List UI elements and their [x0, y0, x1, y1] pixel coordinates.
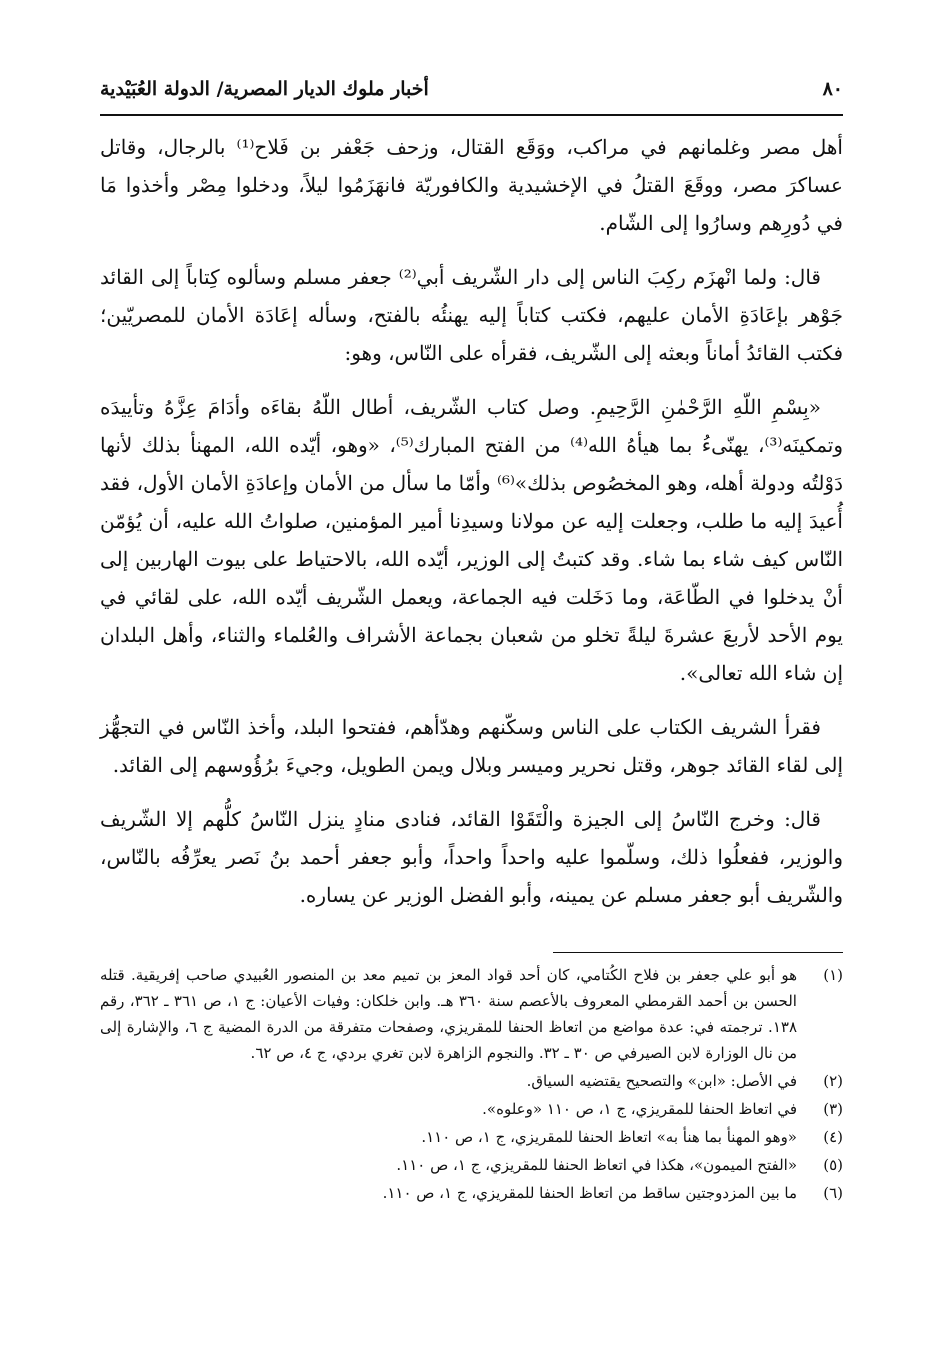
footnote-number: (٦)	[823, 1184, 843, 1202]
footnotes	[100, 962, 843, 1208]
footnote-text: في اتعاظ الحنفا للمقريزي، ج ١، ص ١١٠ «وعلوه».	[482, 1100, 797, 1118]
page-header	[100, 78, 843, 108]
footnote	[100, 1068, 843, 1094]
footnote-number: (٢)	[823, 1072, 843, 1090]
footnote-rule	[553, 952, 843, 953]
footnote-text: «الفتح الميمون»، هكذا في اتعاظ الحنفا للمقريزي، ج ١، ص ١١٠.	[396, 1156, 797, 1174]
main-text	[100, 128, 843, 930]
footnote-number: (٤)	[823, 1128, 843, 1146]
footnote-number: (٣)	[823, 1100, 843, 1118]
footnote-text: هو أبو علي جعفر بن فلاح الكُتامي، كان أحد قواد المعز بن تميم معد بن المنصور العُبيدي صاحب إفريقية. قتله الحسن بن أحمد القرمطي المعروف بالأعصم سنة ٣٦٠ هـ. وابن خلكان: وفيات الأعيان: ج ١، ص ٣٦١ ـ ٣٦٢، رقم ١٣٨. ترجمته في: عدة مواضع من اتعاظ الحنفا للمقريزي، وصفحات متفرقة من الدرة المضية ج ٦، والإشارة إلى من نال الوزارة لابن الصيرفي ص ٣٠ ـ ٣٢. والنجوم الزاهرة لابن تغري بردي، ج ٤، ص ٦٢.	[100, 966, 797, 1062]
footnote	[100, 1152, 843, 1178]
footnote-text: ما بين المزدوجتين ساقط من اتعاظ الحنفا للمقريزي، ج ١، ص ١١٠.	[382, 1184, 797, 1202]
header-rule	[100, 114, 843, 116]
footnote-text: في الأصل: «ابن» والتصحيح يقتضيه السياق.	[526, 1072, 797, 1090]
footnote	[100, 962, 843, 1066]
footnote	[100, 1180, 843, 1206]
paragraph: فقرأ الشريف الكتاب على الناس وسكّنهم وهدّأهم، ففتحوا البلد، وأخذ النّاس في التجهُّز إلى لقاء القائد جوهر، وقتل نحرير وميسر وبلال ويمن الطويل، وجيءَ برُؤُوسهم إلى القائد.	[100, 715, 843, 777]
footnote-text: «وهو المهنأ بما هنأ به» اتعاظ الحنفا للمقريزي، ج ١، ص ١١٠.	[421, 1128, 797, 1146]
footnote	[100, 1124, 843, 1150]
footnote	[100, 1096, 843, 1122]
running-title: أخبار ملوك الديار المصرية/ الدولة العُبَيْدية	[100, 78, 429, 100]
paragraph: «بِسْمِ اللّهِ الرَّحْمٰنِ الرَّحِيمِ. وصل كتاب الشّريف، أطال اللّهُ بقاءَه وأدَامَ عِزَّهُ وتأييدَه وتمكينَه⁽³⁾، يهنّىءُ بما هيأهُ الله⁽⁴⁾ من الفتح المبارك⁽⁵⁾، «وهو، أيّده الله، المهنأ بذلك لأنها دَوْلتُه ودولة أهله، وهو المخصُوص بذلك»⁽⁶⁾ وأمّا ما سأل من الأمان وإعادَةِ الأمان الأول، فقد أُعيدَ إليه ما طلب، وجعلت إليه عن مولانا وسيدِنا أمير المؤمنين، صلواتُ الله عليه، أن يُؤمّن النّاس كيف شاء بما شاء. وقد كتبتُ إلى الوزير، أيّده الله، بالاحتياط على بيوت الهاربين إلى أنْ يدخلوا في الطّاعَة، وما دَخَلت فيه الجماعة، ويعمل الشّريف أيّده الله، على لقائي في يوم الأحد لأربعَ عشرةَ ليلةً تخلو من شعبان بجماعة الأشراف والعُلماء والثناء، وأهل البلدان إن شاء الله تعالى».	[100, 395, 843, 685]
footnote-number: (٥)	[823, 1156, 843, 1174]
paragraph: أهل مصر وغلمانهم في مراكب، ووَقَع القتال، وزحف جَعْفر بن فَلاح⁽¹⁾ بالرجال، وقاتل عساكرَ مصر، ووقَعَ القتلُ في الإخشيدية والكافوريّة فانهَزَمُوا ليلاً، ودخلوا مِصْر وأخذوا مَا في دُورِهم وسارُوا إلى الشّام.	[100, 135, 843, 235]
footnote-number: (١)	[823, 966, 843, 984]
paragraph: قال: وخرج النّاسُ إلى الجيزة والْتَقَوْا القائد، فنادى منادٍ ينزل النّاسُ كلُّهم إلا الشّريف والوزير، ففعلُوا ذلك، وسلّموا عليه واحداً واحداً، وأبو جعفر أحمد بنُ نَصر يعرِّفُه بالنّاس، والشّريف أبو جعفر مسلم عن يمينه، وأبو الفضل الوزير عن يساره.	[100, 807, 843, 907]
page-number: ٨٠	[822, 78, 843, 100]
paragraph: قال: ولما انْهزَم ركِبَ الناس إلى دار الشّريف أبي⁽²⁾ جعفر مسلم وسألوه كِتاباً إلى القائد جَوْهر بإعَادَةِ الأمان عليهم، فكتب كتاباً إليه يهنئُه بالفتح، وسأله إعَادَة الأمان للمصريّين؛ فكتب القائدُ أماناً وبعثه إلى الشّريف، فقرأه على النّاس، وهو:	[100, 265, 843, 365]
